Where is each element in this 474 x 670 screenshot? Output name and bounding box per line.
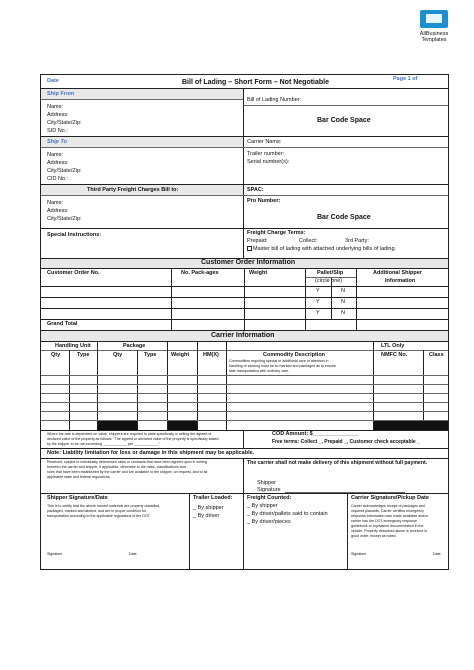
filled-cell-2 <box>168 421 197 430</box>
ship-to-heading: Ship To <box>47 139 67 145</box>
row2-no[interactable]: N <box>341 299 345 305</box>
date-label: Date <box>47 78 59 84</box>
col-customer-order-no: Customer Order No. <box>47 270 100 276</box>
carrier-ack-1: Carrier acknowledges receipt of packages and <box>351 504 425 508</box>
row2-yes[interactable]: Y <box>316 299 320 305</box>
freight-terms-title: Freight Charge Terms: <box>247 230 306 236</box>
shipper-cert-2: packaged, marked and labeled, and are in proper condition for <box>47 509 147 513</box>
ship-from-address[interactable]: Address: <box>47 112 69 118</box>
shipper-cert-1: This is to certify that the above named materials are properly classified, <box>47 504 161 508</box>
declared-value-1: Where the rate is dependent on value, shippers are required to state specifically in writing the agreed or <box>47 432 212 436</box>
carrier-name[interactable]: Carrier Name: <box>247 139 282 145</box>
carrier-ack-2: required placards. Carrier certifies emergency <box>351 509 424 513</box>
row3-yes[interactable]: Y <box>316 310 320 316</box>
col-no-packages: No. Pack-ages <box>181 270 219 276</box>
barcode-space-2: Bar Code Space <box>317 214 371 221</box>
shipper-cert-3: transportation according to the applicable regulations of the DOT. <box>47 514 151 518</box>
logo-line1: AllBusiness <box>419 31 449 37</box>
col-weight: Weight <box>249 270 268 276</box>
carrier-ack-7: good order, except as noted. <box>351 534 397 538</box>
shipper-date-label[interactable]: Date <box>129 552 137 556</box>
carrier-date-label[interactable]: Date <box>433 552 441 556</box>
ship-to-name[interactable]: Name: <box>47 152 64 158</box>
handling-unit: Handling Unit <box>55 343 91 349</box>
third-party-option[interactable]: 3rd Party: <box>345 238 369 244</box>
col-package-type: Type <box>144 352 157 358</box>
logo-line2: Templates <box>421 37 447 43</box>
received-text-1: Received, subject to individually determined rates or contracts that have been agreed upon in writing <box>47 460 207 464</box>
commodity-note-1: Commodities requiring special or additional care or attention in <box>229 359 329 363</box>
trailer-loaded-heading: Trailer Loaded: <box>193 495 233 501</box>
col-package-qty: Qty <box>113 352 123 358</box>
freight-counted-heading: Freight Counted: <box>247 495 292 501</box>
brand-logo <box>406 10 462 43</box>
master-bol-checkbox[interactable] <box>247 246 252 251</box>
no-delivery-note: The carrier shall not make delivery of this shipment without full payment. <box>247 460 428 466</box>
carrier-ack-4: carrier has the DOT emergency response <box>351 519 418 523</box>
ship-from-city[interactable]: City/State/Zip: <box>47 120 82 126</box>
third-party-city[interactable]: City/State/Zip: <box>47 216 82 222</box>
carrier-ack-6: vehicle. Property described above is received in <box>351 529 428 533</box>
trailer-loaded-shipper[interactable]: _ By shipper <box>193 505 224 511</box>
cod-amount[interactable]: COD Amount: $_______________ <box>272 431 359 437</box>
commodity-note-2: handling or stowing must be so marked and packaged as to ensure <box>229 364 336 368</box>
carrier-info-heading: Carrier Information <box>211 332 275 339</box>
freight-counted-shipper[interactable]: _ By shipper <box>247 503 278 509</box>
col-commodity: Commodity Description <box>263 352 326 358</box>
shipper-signature-line[interactable]: Shipper <box>257 480 276 486</box>
spac[interactable]: SPAC: <box>247 187 264 193</box>
package-label: Package <box>123 343 146 349</box>
col-information: Information <box>385 278 416 284</box>
ship-from-name[interactable]: Name: <box>47 104 64 110</box>
customer-order-heading: Customer Order Information <box>201 259 296 266</box>
grand-total: Grand Total <box>47 321 78 327</box>
row3-no[interactable]: N <box>341 310 345 316</box>
received-text-2: between the carrier and shipper, if applicable, otherwise to the rates, classifications and <box>47 465 186 469</box>
ltl-only: LTL Only <box>381 343 405 349</box>
carrier-sig-label[interactable]: Signature <box>351 552 367 556</box>
commodity-note-3: safe transportation with ordinary care. <box>229 369 290 373</box>
col-additional-shipper: Additional Shipper <box>373 270 422 276</box>
row1-yes[interactable]: Y <box>316 288 320 294</box>
col-pallet-slip: Pallet/Slip <box>317 270 344 276</box>
special-instructions[interactable]: Special Instructions: <box>47 232 102 238</box>
col-hm: HM(X) <box>203 352 219 358</box>
ship-from-heading: Ship From <box>47 91 75 97</box>
ship-from-sid[interactable]: SID No.: <box>47 128 68 134</box>
master-bol-text: Master bill of lading with attached underlying bills of lading. <box>253 246 397 252</box>
filled-cell-1 <box>98 421 137 430</box>
col-handling-type: Type <box>77 352 90 358</box>
form-title: Bill of Lading – Short Form – Not Negotiable <box>182 79 330 86</box>
middle-divider <box>243 88 244 258</box>
collect-option[interactable]: Collect: <box>299 238 318 244</box>
laptop-icon <box>420 10 448 28</box>
third-party-name[interactable]: Name: <box>47 200 64 206</box>
filled-cell-3 <box>374 421 448 430</box>
row1-no[interactable]: N <box>341 288 345 294</box>
bol-number[interactable]: Bill of Lading Number: <box>247 97 302 103</box>
third-party-address[interactable]: Address: <box>47 208 69 214</box>
carrier-signature-heading: Carrier Signature/Pickup Date <box>351 495 429 501</box>
liability-note: Note: Liability limitation for loss or damage in this shipment may be applicable. <box>47 450 255 456</box>
pro-number[interactable]: Pro Number: <box>247 198 281 204</box>
col-weight-carrier: Weight <box>171 352 190 358</box>
col-circle-one: (circle one) <box>315 278 343 284</box>
bill-of-lading-form <box>40 74 449 570</box>
declared-value-3: by the shipper to be not exceeding ____________ per ____________" <box>47 442 160 446</box>
ship-to-cid[interactable]: CID No.: <box>47 176 69 182</box>
col-handling-qty: Qty <box>51 352 61 358</box>
shipper-signature-heading: Shipper Signature/Date <box>47 495 108 501</box>
serial-numbers[interactable]: Serial number(s): <box>247 159 290 165</box>
carrier-ack-5: guidebook or equivalent documentation in the <box>351 524 424 528</box>
trailer-number[interactable]: Trailer number: <box>247 151 285 157</box>
trailer-loaded-driver[interactable]: _ By driver <box>193 513 220 519</box>
ship-to-city[interactable]: City/State/Zip: <box>47 168 82 174</box>
col-nmfc: NMFC No. <box>381 352 408 358</box>
carrier-ack-3: response information was made available and/or <box>351 514 429 518</box>
page-label: Page 1 of <box>393 76 418 82</box>
prepaid-option[interactable]: Prepaid: <box>247 238 268 244</box>
freight-counted-pallets[interactable]: _ By driver/pallets said to contain <box>247 511 328 517</box>
received-text-3: rules that have been established by the carrier and are available to the shipper, on request, and to all <box>47 470 208 474</box>
col-class: Class <box>429 352 444 358</box>
received-text-4: applicable state and federal regulations. <box>47 475 111 479</box>
declared-value-2: declared value of the property as follows: "The agreed or declared value of the property is specifically stated <box>47 437 219 441</box>
third-party-heading: Third Party Freight Charges Bill to: <box>87 187 179 193</box>
freight-counted-pieces[interactable]: _ By driver/pieces <box>247 519 291 525</box>
barcode-space-1: Bar Code Space <box>317 117 371 124</box>
cod-terms[interactable]: Free terms: Collect _, Prepaid _, Customer check acceptable _ <box>272 439 420 445</box>
signature-line-label: Signature <box>257 487 281 493</box>
ship-to-address[interactable]: Address: <box>47 160 69 166</box>
shipper-sig-label[interactable]: Signature <box>47 552 63 556</box>
